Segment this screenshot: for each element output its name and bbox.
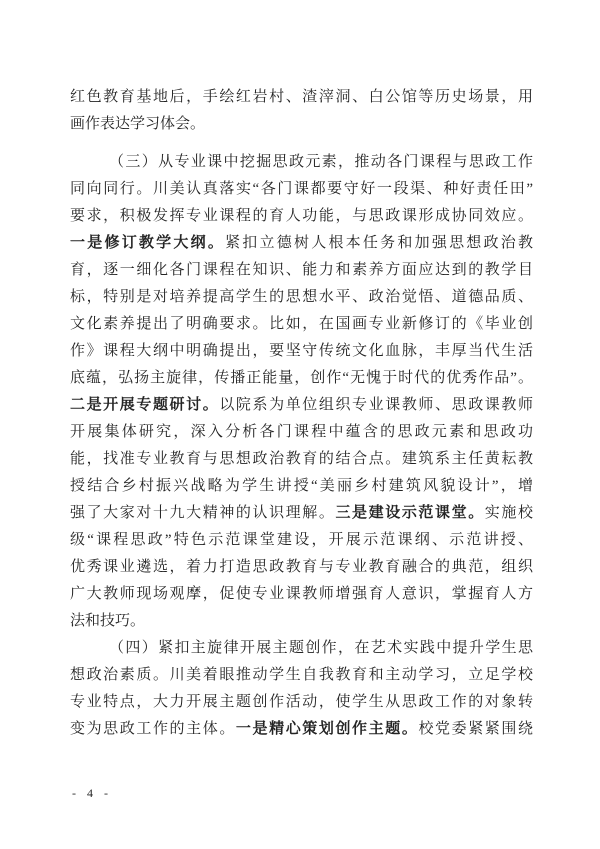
text-segment: 法和技巧。 — [70, 613, 146, 629]
text-line — [70, 149, 533, 176]
text-line — [70, 176, 533, 203]
text-segment: 育，逐一细化各门课程在知识、能力和素养方面应达到的教学目 — [70, 262, 533, 278]
text-segment: 广大教师现场观摩，促使专业课教师增强育人意识，掌握育人方 — [70, 586, 533, 602]
text-line — [70, 554, 533, 581]
text-segment: 能，找准专业教育与思想政治教育的结合点。建筑系主任黄耘教 — [70, 451, 533, 467]
text-segment: 强了大家对十九大精神的认识理解。 — [70, 505, 336, 521]
text-line — [70, 635, 533, 662]
text-segment: 底蕴，弘扬主旋律，传播正能量，创作“无愧于时代的优秀作品”。 — [70, 370, 533, 386]
heading-sentence: 同向同行。 — [70, 181, 153, 197]
bold-emphasis: 一是修订教学大纲。 — [70, 235, 226, 251]
text-segment: 级“课程思政”特色示范课堂建设，开展示范课纲、示范讲授、 — [70, 532, 533, 548]
text-segment: 专业特点，大力开展主题创作活动，使学生从思政工作的对象转 — [70, 694, 533, 710]
text-line — [70, 662, 533, 689]
heading-sentence: （四）紧扣主旋律开展主题创作，在艺术实践中提升学生思 — [109, 640, 533, 656]
document-body — [70, 84, 533, 743]
bold-emphasis: 二是开展专题研讨。 — [70, 397, 220, 413]
text-segment: 校党委紧紧围绕 — [418, 721, 533, 737]
text-line — [70, 473, 533, 500]
text-line — [70, 392, 533, 419]
text-line — [70, 311, 533, 338]
heading-sentence: 想政治素质。 — [70, 667, 170, 683]
text-segment: 以院系为单位组织专业课教师、思政课教师 — [219, 397, 533, 413]
text-segment: 优秀课业遴选，着力打造思政教育与专业教育融合的典范，组织 — [70, 559, 533, 575]
text-line — [70, 111, 533, 138]
text-line — [70, 500, 533, 527]
heading-sentence: （三）从专业课中挖掘思政元素，推动各门课程与思政工作 — [109, 154, 533, 170]
text-segment: 开展集体研究，深入分析各门课程中蕴含的思政元素和思政功 — [70, 424, 533, 440]
text-segment: 红色教育基地后，手绘红岩村、渣滓洞、白公馆等历史场景，用 — [70, 89, 533, 105]
text-segment: 川美着眼推动学生自我教育和主动学习，立足学校 — [169, 667, 533, 683]
text-line — [70, 338, 533, 365]
bold-emphasis: 三是建设示范课堂。 — [335, 505, 485, 521]
text-line — [70, 365, 533, 392]
text-line — [70, 446, 533, 473]
text-segment: 实施校 — [484, 505, 533, 521]
bold-emphasis: 一是精心策划创作主题。 — [235, 721, 419, 737]
text-segment: 作》课程大纲中明确提出，要坚守传统文化血脉，丰厚当代生活 — [70, 343, 533, 359]
text-line — [70, 608, 533, 635]
text-segment: 紧扣立德树人根本任务和加强思想政治教 — [225, 235, 533, 251]
text-segment: 要求，积极发挥专业课程的育人功能，与思政课形成协同效应。 — [70, 208, 533, 224]
text-segment: 变为思政工作的主体。 — [70, 721, 236, 737]
text-line — [70, 419, 533, 446]
text-segment: 川美认真落实“各门课都要守好一段渠、种好责任田” — [152, 181, 533, 197]
text-segment: 标，特别是对培养提高学生的思想水平、政治觉悟、道德品质、 — [70, 289, 533, 305]
text-segment: 授结合乡村振兴战略为学生讲授“美丽乡村建筑风貌设计”，增 — [70, 478, 533, 494]
text-line — [70, 257, 533, 284]
text-segment: 文化素养提出了明确要求。比如，在国画专业新修订的《毕业创 — [70, 316, 533, 332]
text-line — [70, 581, 533, 608]
text-line — [70, 284, 533, 311]
text-line — [70, 716, 533, 743]
text-segment: 画作表达学习体会。 — [70, 116, 206, 132]
text-line — [70, 230, 533, 257]
page-number: - 4 - — [72, 786, 112, 800]
text-line — [70, 84, 533, 111]
text-line — [70, 203, 533, 230]
text-line — [70, 689, 533, 716]
text-line — [70, 527, 533, 554]
